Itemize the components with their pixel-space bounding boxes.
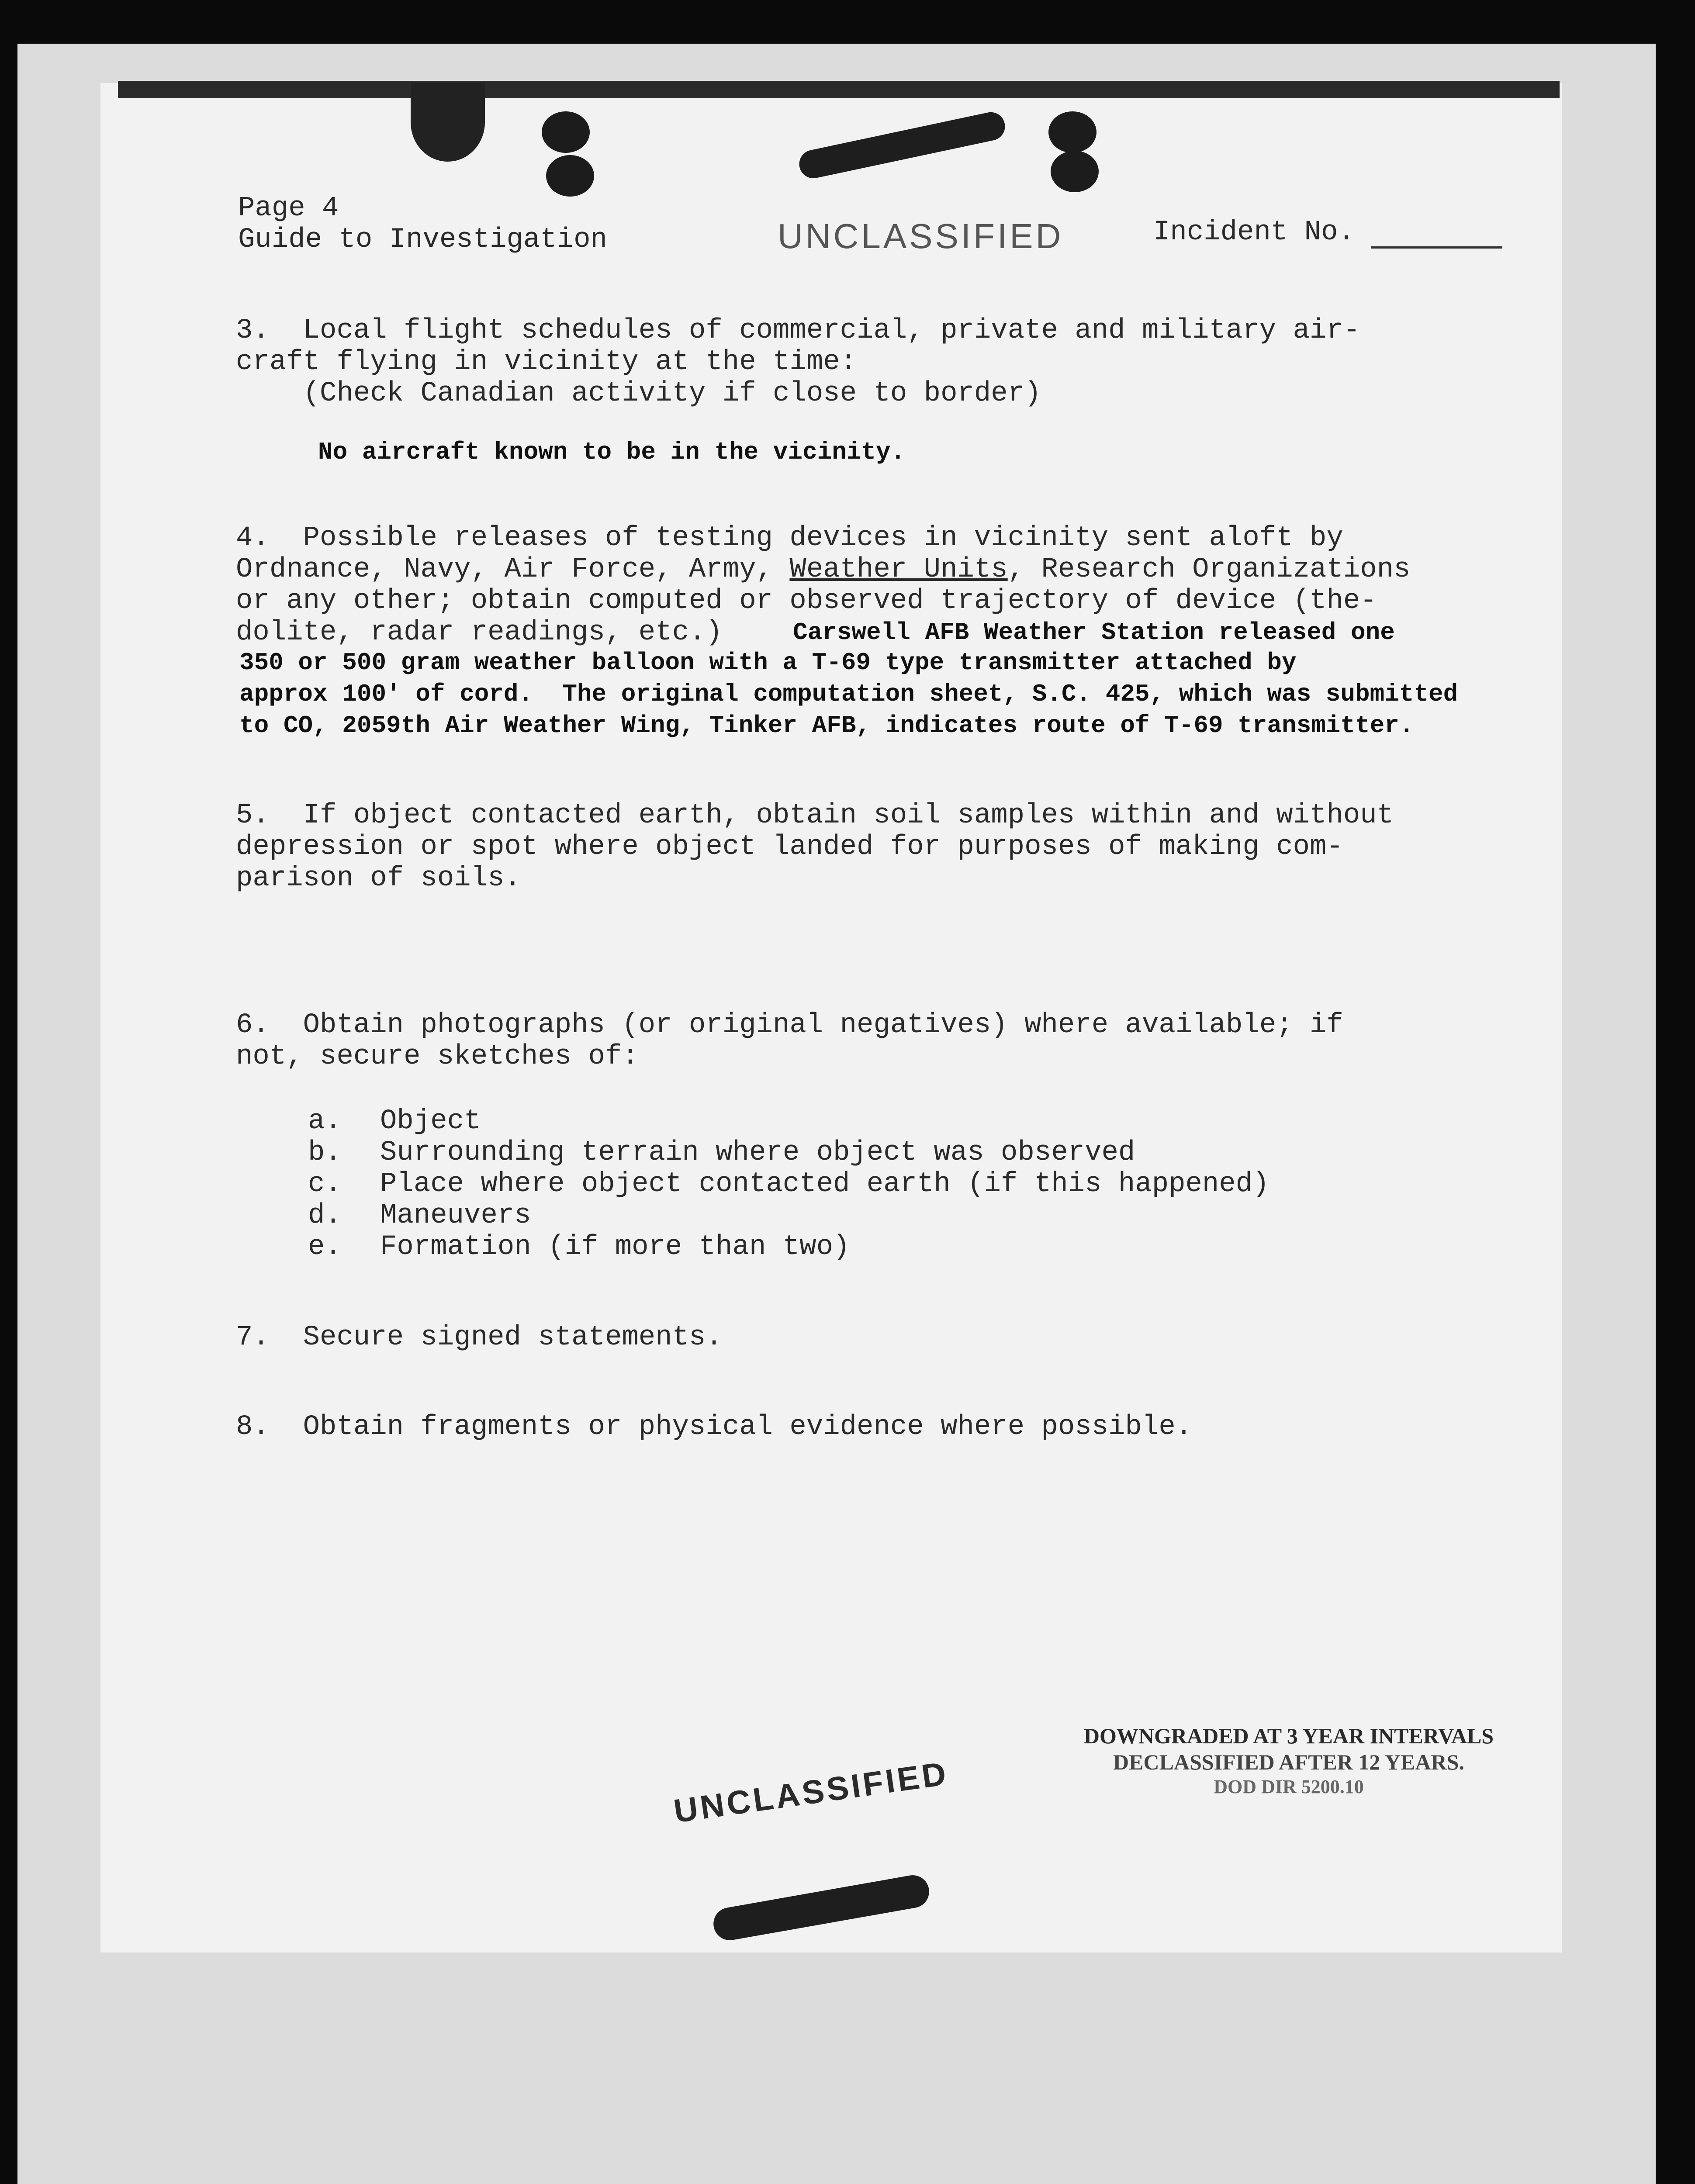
item-3-answer: No aircraft known to be in the vicinity. [318,438,906,466]
item-4-answer-start: Carswell AFB Weather Station released one [793,619,1395,646]
item-4-answer-line-3: to CO, 2059th Air Weather Wing, Tinker AFB, indicates route of T-69 transmitter. [239,712,1414,740]
punch-hole-right-lower [1051,151,1099,192]
item-5-line-3: parison of soils. [236,863,521,894]
subitem-letter: b. [308,1137,342,1168]
item-4-line-2: Ordnance, Navy, Air Force, Army, Weather Units, Research Organizations [236,554,1411,585]
ink-smudge [411,83,485,162]
item-5-line-1: 5. If object contacted earth, obtain soil samples within and without [236,800,1394,831]
subitem-text: Object [380,1106,481,1137]
downgrade-line-3: DOD DIR 5200.10 [1214,1776,1364,1797]
item-4-line-3: or any other; obtain computed or observed trajectory of device (the- [236,585,1377,617]
punch-hole-left-upper [542,111,590,153]
item-3-line-2: craft flying in vicinity at the time: [236,346,857,378]
subitem-text: Place where object contacted earth (if this happened) [380,1168,1270,1200]
subitem-letter: d. [308,1200,342,1231]
item-8: 8. Obtain fragments or physical evidence where possible. [236,1411,1193,1443]
incident-label: Incident No. [1153,216,1502,249]
subitem-text: Maneuvers [380,1200,531,1231]
item-6-line-1: 6. Obtain photographs (or original negatives) where available; if [236,1009,1343,1041]
item-6-line-2: not, secure sketches of: [236,1041,639,1072]
item-3-line-1: 3. Local flight schedules of commercial, private and military air- [236,315,1360,346]
subitem-text: Formation (if more than two) [380,1231,850,1263]
item-3-line-3: (Check Canadian activity if close to border) [236,378,1041,409]
top-edge-shadow [118,81,1560,98]
item-5-line-2: depression or spot where object landed for purposes of making com- [236,831,1343,863]
subitem-letter: c. [308,1168,342,1200]
item-4-line-4: dolite, radar readings, etc.) [236,617,723,648]
punch-hole-right-upper [1048,111,1097,153]
downgrade-line-1: DOWNGRADED AT 3 YEAR INTERVALS [1083,1724,1494,1748]
subitem-letter: a. [308,1106,342,1137]
downgrade-line-2: DECLASSIFIED AFTER 12 YEARS. [1113,1750,1464,1774]
subitem-letter: e. [308,1231,342,1263]
item-4-answer-line-2: approx 100' of cord. The original computation sheet, S.C. 425, which was submitted [239,680,1458,708]
item-4-line-1: 4. Possible releases of testing devices in vicinity sent aloft by [236,522,1343,554]
classification-stamp-top: UNCLASSIFIED [778,217,1064,256]
item-7: 7. Secure signed statements. [236,1322,723,1353]
classification-stamp-bottom: UNCLASSIFIED [671,1755,951,1830]
document-title: Guide to Investigation [238,224,607,256]
subitem-text: Surrounding terrain where object was observed [380,1137,1135,1168]
item-4-answer-line-1: 350 or 500 gram weather balloon with a T-69 type transmitter attached by [239,649,1297,677]
punch-hole-left-lower [546,155,594,197]
page-number: Page 4 [238,193,339,224]
